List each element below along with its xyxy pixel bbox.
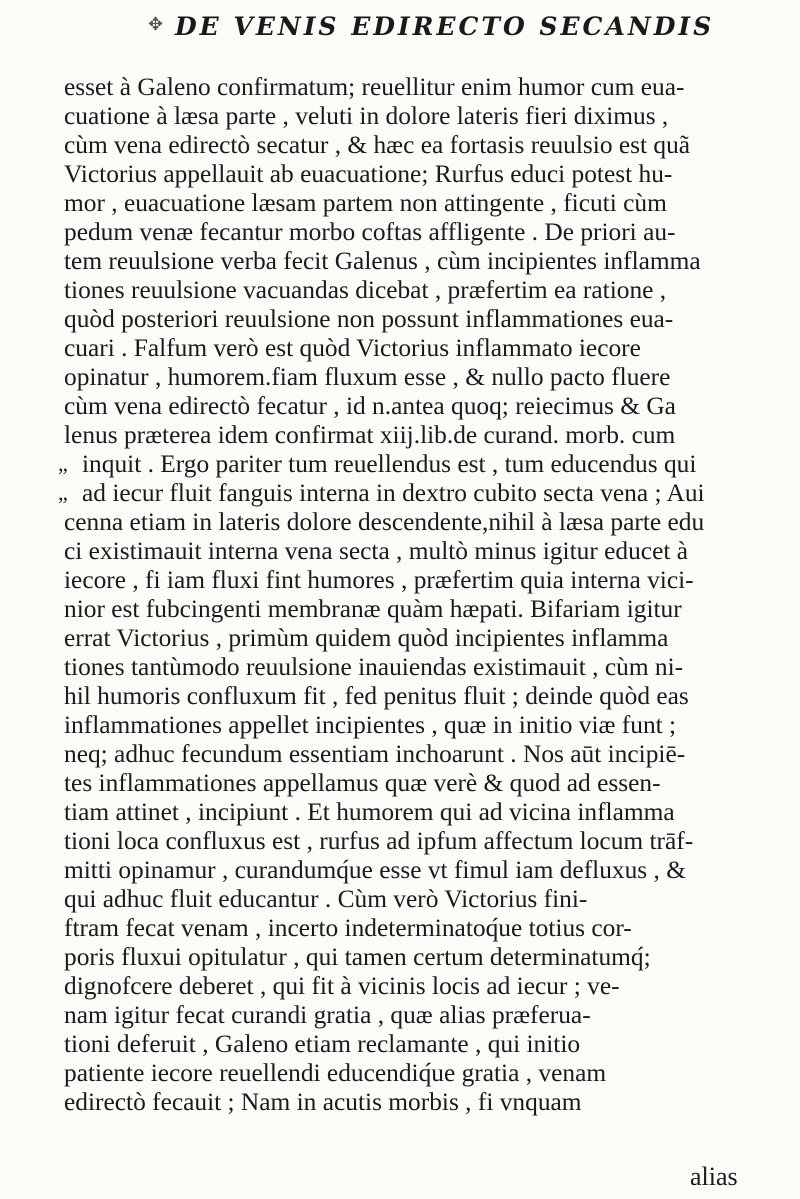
text-line: inquit . Ergo pariter tum reuellendus est , tum educendus qui [82, 450, 697, 478]
text-line: cùm vena edirectò secatur , & hæc ea fortasis reuulsio est quã [64, 131, 691, 159]
text-line: nior est fubcingenti membranæ quàm hæpati. Bifariam igitur [64, 595, 682, 623]
text-line: lenus præterea idem confirmat xiij.lib.de curand. morb. cum [64, 421, 676, 449]
text-line: tioni deferuit , Galeno etiam reclamante , qui initio [64, 1030, 581, 1058]
page-header [0, 4, 800, 54]
text-line: ftram fecat venam , incerto indeterminatoq́ue totius cor- [64, 914, 632, 942]
text-line: mor , euacuatione læsam partem non attingente , ficuti cùm [64, 189, 667, 217]
catchword: alias [690, 1162, 738, 1191]
text-line: errat Victorius , primùm quidem quòd incipientes inflamma [64, 624, 669, 652]
header-ornament-icon: ✥ [148, 14, 164, 35]
text-line: cenna etiam in lateris dolore descendente,nihil à læsa parte edu [64, 508, 705, 536]
text-line: neq; adhuc fecundum essentiam inchoarunt . Nos aūt incipiē- [64, 740, 686, 768]
text-line: ad iecur fluit fanguis interna in dextro cubito secta vena ; Aui [82, 479, 705, 507]
text-line: tiam attinet , incipiunt . Et humorem qui ad vicina inflamma [64, 798, 675, 826]
text-line: mitti opinamur , curandumq́ue esse vt fimul iam defluxus , & [64, 856, 686, 884]
text-line: cùm vena edirectò fecatur , id n.antea quoq; reiecimus & Ga [64, 392, 676, 420]
text-line: Victorius appellauit ab euacuatione; Rurfus educi potest hu- [64, 160, 673, 188]
text-line: tiones tantùmodo reuulsione inauiendas existimauit , cùm ni- [64, 653, 684, 681]
text-line: inflammationes appellet incipientes , quæ in initio viæ funt ; [64, 711, 677, 739]
text-line: dignofcere deberet , qui fit à vicinis locis ad iecur ; ve- [64, 972, 620, 1000]
quotation-mark: „ [58, 451, 68, 476]
text-line: cuari . Falfum verò est quòd Victorius inflammato iecore [64, 334, 641, 362]
text-line: qui adhuc fluit educantur . Cùm verò Victorius fini- [64, 885, 588, 913]
text-line: tes inflammationes appellamus quæ verè & quod ad essen- [64, 769, 661, 797]
text-line: pedum venæ fecantur morbo coftas affligente . De priori au- [64, 218, 676, 246]
text-line: nam igitur fecat curandi gratia , quæ alias præferua- [64, 1001, 591, 1029]
text-line: quòd posteriori reuulsione non possunt inflammationes eua- [64, 305, 674, 333]
text-line: iecore , fi iam fluxi fint humores , præfertim quia interna vici- [64, 566, 694, 594]
text-line: esset à Galeno confirmatum; reuellitur enim humor cum eua- [64, 73, 685, 101]
text-line: tiones reuulsione vacuandas dicebat , præfertim ea ratione , [64, 276, 667, 304]
text-line: ci existimauit interna vena secta , multò minus igitur educet à [64, 537, 689, 565]
text-line: tioni loca confluxus est , rurfus ad ipfum affectum locum trāf- [64, 827, 694, 855]
text-line: edirectò fecauit ; Nam in acutis morbis , fi vnquam [64, 1088, 582, 1116]
running-head: DE VENIS EDIRECTO SECANDIS [175, 12, 715, 41]
text-line: patiente iecore reuellendi educendiq́ue gratia , venam [64, 1059, 607, 1087]
text-line: poris fluxui opitulatur , qui tamen certum determinatumq́; [64, 943, 651, 971]
quotation-mark: „ [58, 480, 68, 505]
text-line: tem reuulsione verba fecit Galenus , cùm incipientes inflamma [64, 247, 701, 275]
text-line: cuatione à læsa parte , veluti in dolore lateris fieri diximus , [64, 102, 669, 130]
text-line: hil humoris confluxum fit , fed penitus fluit ; deinde quòd eas [64, 682, 689, 710]
text-line: opinatur , humorem.fiam fluxum esse , & nullo pacto fluere [64, 363, 671, 391]
